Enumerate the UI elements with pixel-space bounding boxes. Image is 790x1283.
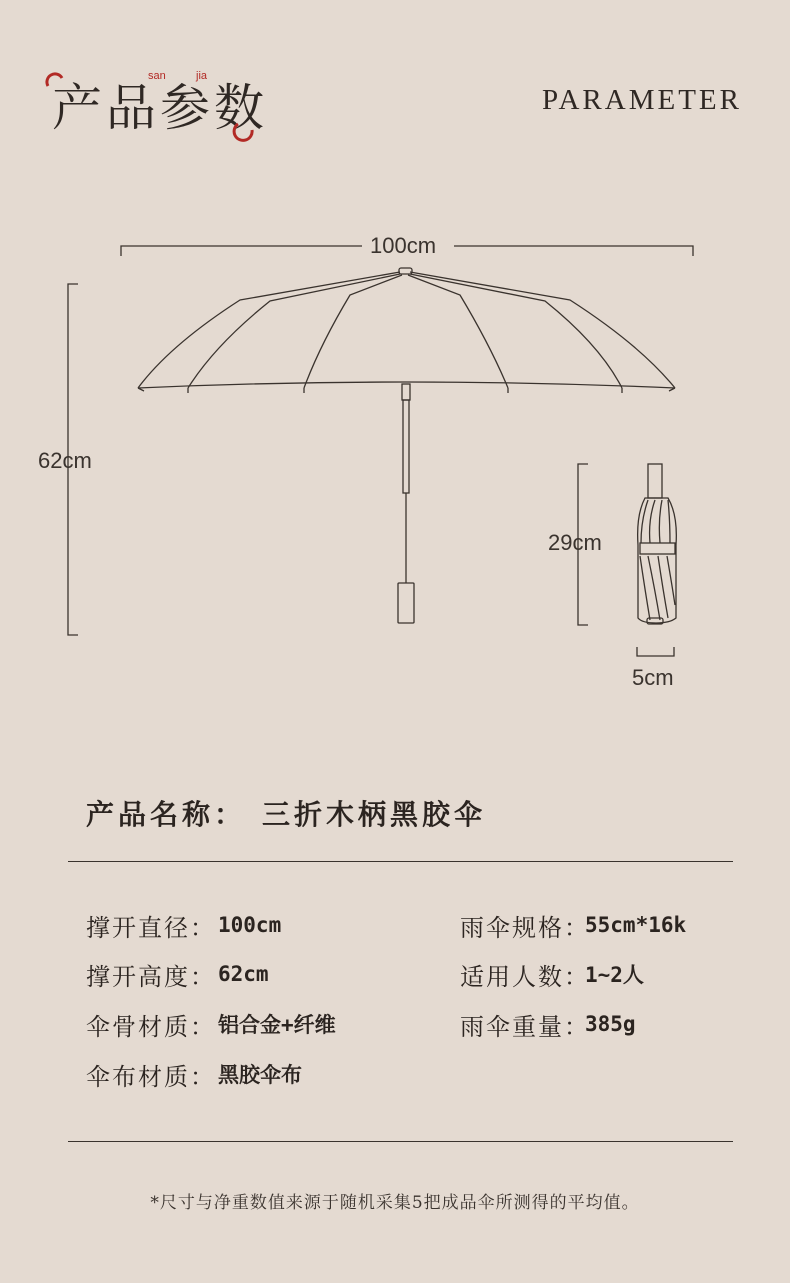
spec-label: 雨伞规格： xyxy=(460,914,590,942)
spec-value: 黑胶伞布 xyxy=(218,1063,302,1087)
open-umbrella-icon xyxy=(138,268,675,623)
open-width-label: 100cm xyxy=(370,233,437,258)
product-name-value: 三折木柄黑胶伞 xyxy=(262,798,487,831)
spec-open-height-value xyxy=(218,959,269,987)
spec-weight xyxy=(460,1007,590,1042)
divider-top xyxy=(68,861,733,862)
spec-value: 385g xyxy=(585,1012,636,1036)
folded-width-label: 5cm xyxy=(632,665,674,690)
folded-umbrella-icon xyxy=(638,464,677,624)
spec-capacity-value xyxy=(585,959,644,989)
pinyin-jia: jia xyxy=(196,70,208,82)
product-name-label: 产品名称： xyxy=(86,798,247,831)
spec-label: 适用人数： xyxy=(460,963,590,991)
spec-fabric-material-value xyxy=(218,1059,302,1089)
spec-open-diameter xyxy=(86,908,216,943)
folded-height-label: 29cm xyxy=(548,530,602,555)
spec-open-height xyxy=(86,957,216,992)
spec-umbrella-size xyxy=(460,908,590,943)
spec-label: 伞布材质： xyxy=(86,1063,216,1091)
spec-fabric-material xyxy=(86,1057,216,1092)
spec-value: 55cm*16k xyxy=(585,913,687,937)
spec-value: 1~2人 xyxy=(585,963,644,987)
spec-frame-material xyxy=(86,1007,216,1042)
folded-width-dimension-line xyxy=(637,647,674,656)
spec-umbrella-size-value xyxy=(585,910,686,938)
footnote: *尺寸与净重数值来源于随机采集5把成品伞所测得的平均值。 xyxy=(150,1193,640,1213)
spec-label: 撑开直径： xyxy=(86,914,216,942)
pinyin-san: san xyxy=(148,70,166,82)
page-title-cn: 产品参数 xyxy=(52,79,268,137)
spec-value: 62cm xyxy=(218,962,269,986)
divider-bottom xyxy=(68,1141,733,1142)
spec-weight-value xyxy=(585,1009,636,1037)
page-title-en: PARAMETER xyxy=(542,84,742,116)
open-height-label: 62cm xyxy=(38,448,92,473)
spec-label: 伞骨材质： xyxy=(86,1013,216,1041)
spec-value: 100cm xyxy=(218,913,282,937)
spec-open-diameter-value xyxy=(218,910,281,938)
spec-label: 撑开高度： xyxy=(86,963,216,991)
spec-capacity xyxy=(460,957,590,992)
spec-value: 铝合金+纤维 xyxy=(218,1013,336,1037)
spec-frame-material-value xyxy=(218,1009,336,1039)
spec-label: 雨伞重量： xyxy=(460,1013,590,1041)
